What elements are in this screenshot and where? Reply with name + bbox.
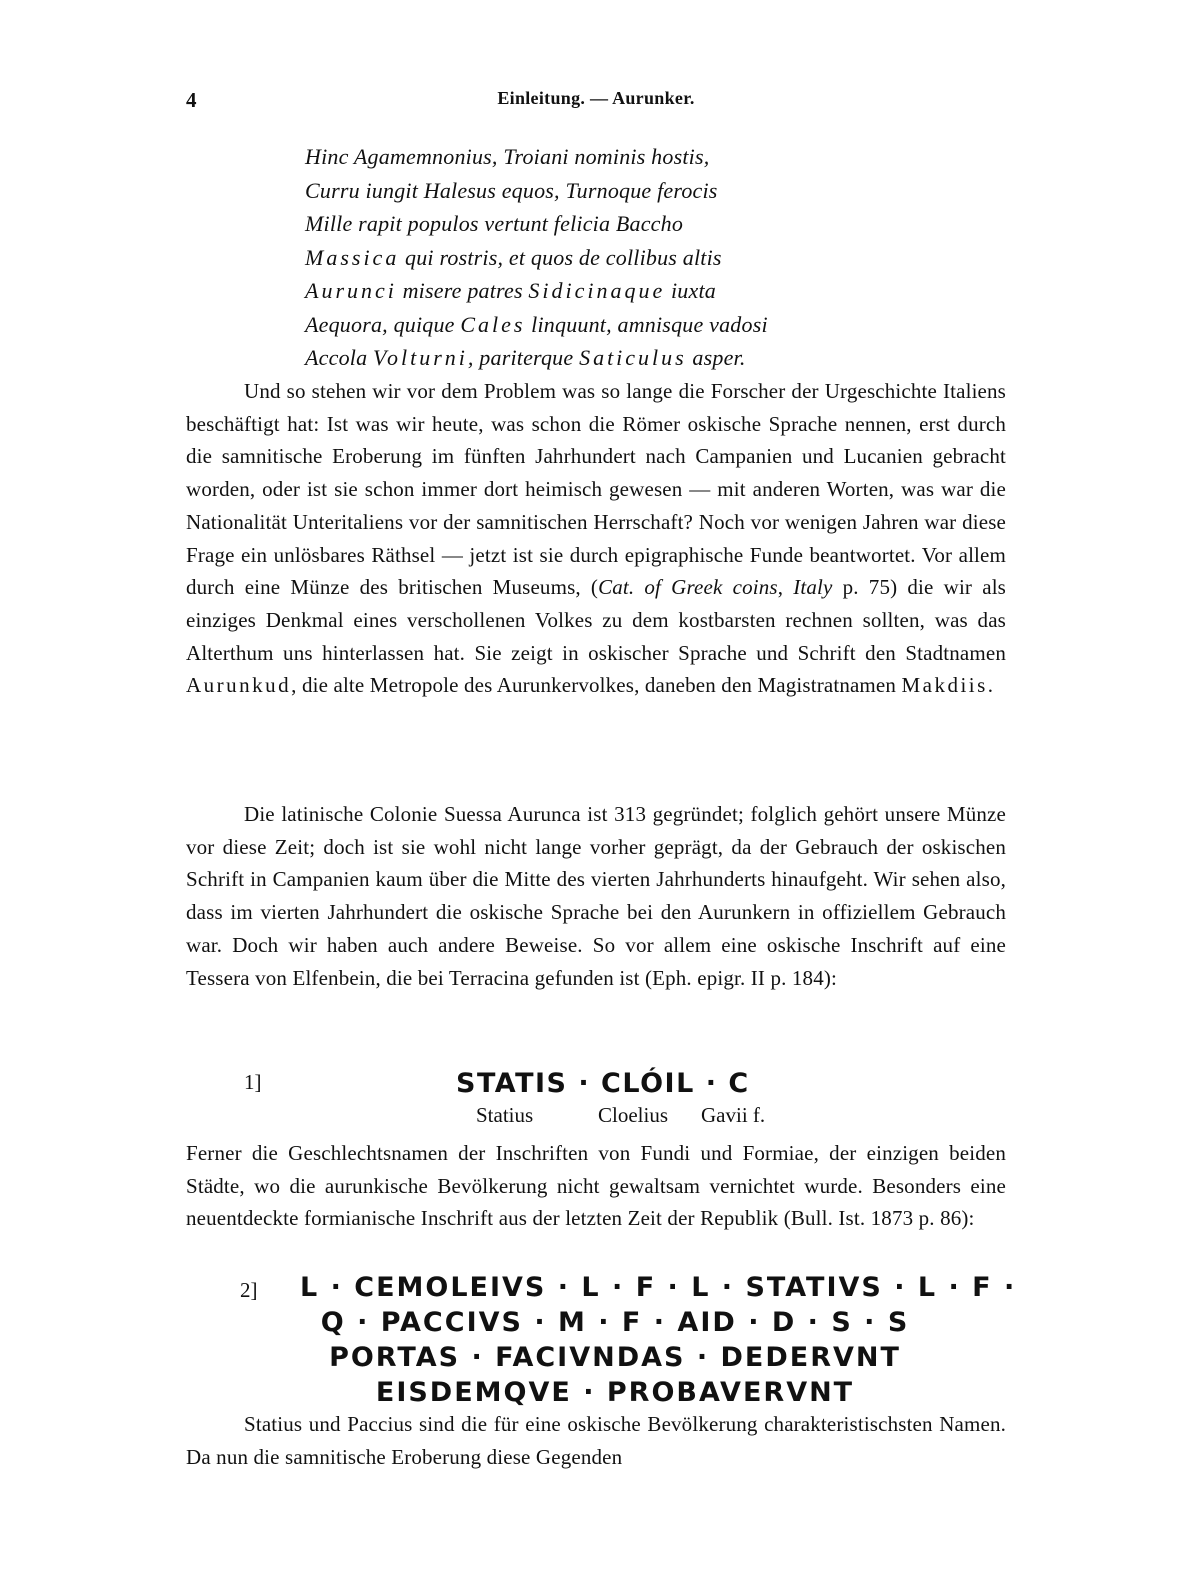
verse-line — [305, 341, 885, 375]
inscription-line: PORTAS · FACIVNDAS · DEDERVNT — [329, 1342, 901, 1373]
page-header — [186, 88, 1006, 114]
spaced-word: Sidicinaque — [528, 278, 666, 303]
paragraph-text: p. 75) die wir als einziges Denkmal eines verschollenen Volkes zu dem kostbarsten rechnen sollten, was das Alterthum uns hinterlassen hat. Sie zeigt in oskischer Sprache und Schrift den Stadtnamen — [186, 575, 1006, 665]
verse-quotation — [305, 140, 885, 375]
verse-text: misere patres — [396, 278, 529, 303]
spaced-word: Volturni — [372, 345, 468, 370]
page-number: 4 — [186, 88, 197, 112]
spaced-word: Makdiis — [901, 673, 988, 698]
inscription-2 — [300, 1270, 1017, 1410]
paragraph-4: Statius und Paccius sind die für eine oskische Bevölkerung charakteristischsten Namen. Da nun die samnitische Eroberung diese Gegenden — [186, 1412, 1006, 1469]
paragraph-text: . — [987, 673, 994, 698]
inscription-line: Q · PACCIVS · M · F · AID · D · S · S — [320, 1307, 910, 1338]
inscription-number: 1] — [244, 1070, 262, 1094]
spaced-word: Saticulus — [579, 345, 687, 370]
spaced-word: Cales — [460, 311, 526, 337]
verse-line: Hinc Agamemnonius, Troiani nominis hostis, — [305, 144, 710, 169]
paragraph-text: Und so stehen wir vor dem Problem was so lange die Forscher der Urgeschichte Italiens beschäftigt hat: Ist was wir heute, was schon die Römer oskische Sprache nennen, erst durch die samnitische Eroberung im fünften Jahrhundert nach Campanien und Lucanien gebracht worden, oder ist sie schon immer dort heimisch gewesen — mit anderen Worten, was war die Nationalität Unteritaliens vor der samnitischen Herrschaft? Noch vor wenigen Jahren war diese Frage ein unlösbares Räthsel — jetzt ist sie durch epigraphische Funde beantwortet. Vor allem durch eine Münze des britischen Museums, ( — [186, 379, 1006, 600]
citation-title: Italy — [793, 575, 833, 600]
verse-text: Accola — [305, 345, 373, 370]
inscription-line: EISDEMQVE · PROBAVERVNT — [375, 1377, 855, 1408]
verse-line: Mille rapit populos vertunt felicia Baccho — [305, 211, 684, 236]
paragraph-text: , die alte Metropole des Aurunkervolkes, daneben den Magistratnamen — [291, 673, 902, 698]
verse-text: linquunt, amnisque vadosi — [525, 311, 768, 337]
spaced-word: Massica — [305, 244, 400, 270]
inscription-line: L · CEMOLEIVS · L · F · L · STATIVS · L · F · — [300, 1272, 1017, 1303]
citation-title: Cat. of Greek coins — [598, 575, 778, 600]
inscription-translation: Statius — [476, 1103, 534, 1127]
paragraph-3: Ferner die Geschlechtsnamen der Inschriften von Fundi und Formiae, der einzigen beiden Städte, wo die aurunkische Bevölkerung nicht gewaltsam vernichtet wurde. Besonders eine neuentdeckte formianische Inschrift aus der letzten Zeit der Republik (Bull. Ist. 1873 p. 86): — [186, 1141, 1006, 1231]
verse-text: qui rostris, et quos de collibus altis — [399, 244, 722, 270]
verse-line — [305, 308, 885, 342]
verse-line: Curru iungit Halesus equos, Turnoque ferocis — [305, 177, 718, 203]
verse-text: iuxta — [665, 278, 716, 303]
verse-line — [305, 274, 885, 308]
inscription-number: 2] — [240, 1278, 258, 1302]
verse-text: , pariterque — [467, 345, 580, 370]
inscription-1-text: STATIS · CLÓIL · C — [456, 1068, 750, 1099]
running-head: Einleitung. — Aurunker. — [497, 88, 695, 108]
verse-text: asper. — [686, 345, 746, 370]
paragraph-text: , — [777, 575, 794, 600]
spaced-word: Aurunci — [305, 278, 397, 303]
paragraph-1 — [186, 375, 1006, 702]
inscription-translation: Gavii f. — [701, 1103, 766, 1127]
inscription-translation: Cloelius — [598, 1103, 669, 1127]
verse-text: Aequora, quique — [305, 311, 461, 337]
verse-line — [305, 241, 885, 275]
spaced-word: Aurunkud — [186, 673, 292, 698]
paragraph-2: Die latinische Colonie Suessa Aurunca ist 313 gegründet; folglich gehört unsere Münze vor diese Zeit; doch ist sie wohl nicht lange vorher geprägt, da der Gebrauch der oskischen Schrift in Campanien kaum über die Mitte des vierten Jahrhunderts hinaufgeht. Wir sehen also, dass im vierten Jahrhundert die oskische Sprache bei den Aurunkern in offiziellem Gebrauch war. Doch wir haben auch andere Beweise. So vor allem eine oskische Inschrift auf eine Tessera von Elfenbein, die bei Terracina gefunden ist (Eph. epigr. II p. 184): — [186, 802, 1006, 990]
